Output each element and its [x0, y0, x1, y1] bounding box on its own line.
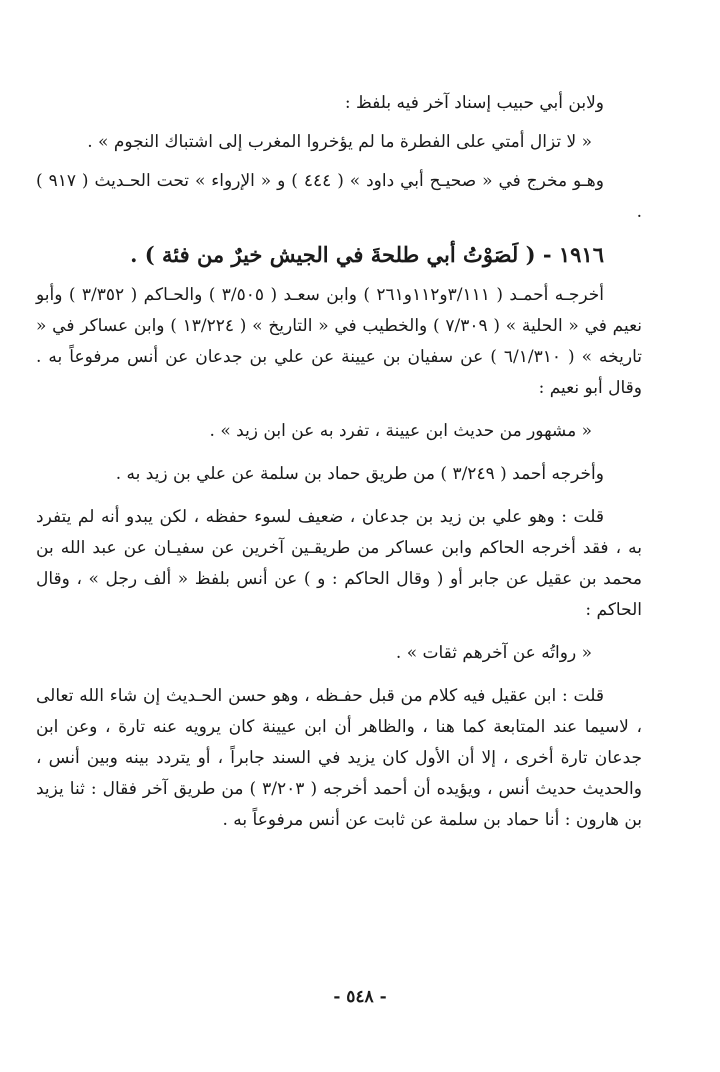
paragraph-takhrij-2: أخرجـه أحمـد ( ٣/١١١و١١٢و٢٦١ ) وابن سعـد ( ٣/٥٠٥ ) والحـاكم ( ٣/٣٥٢ ) وأبو نعيم في « الحلية » ( ٧/٣٠٩ ) والخطيب في « التاريخ » ( ١٣/٢٢٤ ) وابن عساكر في « تاريخه » ( ٦/١/٣١٠ ) عن سفيان بن عيينة عن علي بن جدعان عن أنس مرفوعاً به . وقال أبو نعيم : — [36, 285, 643, 398]
paragraph-ahmad: وأخرجه أحمد ( ٣/٢٤٩ ) من طريق حماد بن سلمة عن علي بن زيد به . — [115, 464, 604, 484]
quote-hakim: « رواتُه عن آخرهم ثقات » . — [395, 643, 592, 663]
hadith-heading: ١٩١٦ - ( لَصَوْتُ أبي طلحةَ في الجيش خيرٌ من فئة ) . — [130, 242, 604, 267]
page-number: - ٥٤٨ - — [333, 987, 387, 1007]
paragraph-takhrij-1: وهـو مخرج في « صحيـح أبي داود » ( ٤٤٤ ) و « الإرواء » تحت الحـديث ( ٩١٧ ) . — [36, 171, 642, 222]
paragraph-comment-2: قلت : ابن عقيل فيه كلام من قبل حفـظه ، وهو حسن الحـديث إن شاء الله تعالى ، لاسيما عند المتابعة كما هنا ، والظاهر أن ابن عيينة كان يرويه عنه تارة ، وعن ابن جدعان تارة أخرى ، إلا أن الأول كان يزيد في السند جابراً ، أو يتردد بينه وبين أنس ، والحديث حديث أنس ، ويؤيده أن أحمد أخرجه ( ٣/٢٠٣ ) من طريق آخر فقال : ثنا يزيد بن هارون : أنا حماد بن سلمة عن ثابت عن أنس مرفوعاً به . — [36, 686, 642, 830]
paragraph-intro: ولابن أبي حبيب إسناد آخر فيه بلفظ : — [344, 93, 604, 113]
quote-abu-nuaym: « مشهور من حديث ابن عيينة ، تفرد به عن ابن زيد » . — [209, 421, 592, 441]
paragraph-comment-1: قلت : وهو علي بن زيد بن جدعان ، ضعيف لسوء حفظه ، لكن يبدو أنه لم يتفرد به ، فقد أخرجه الحاكم وابن عساكر من طريقـين آخرين عن سفيـان عن عبد الله بن محمد بن عقيل عن جابر أو ( وقال الحاكم : و ) عن أنس بلفظ « ألف رجل » ، وقال الحاكم : — [36, 507, 642, 620]
quote-hadith-1: « لا تزال أمتي على الفطرة ما لم يؤخروا المغرب إلى اشتباك النجوم » . — [87, 132, 592, 152]
document-body — [36, 88, 642, 836]
